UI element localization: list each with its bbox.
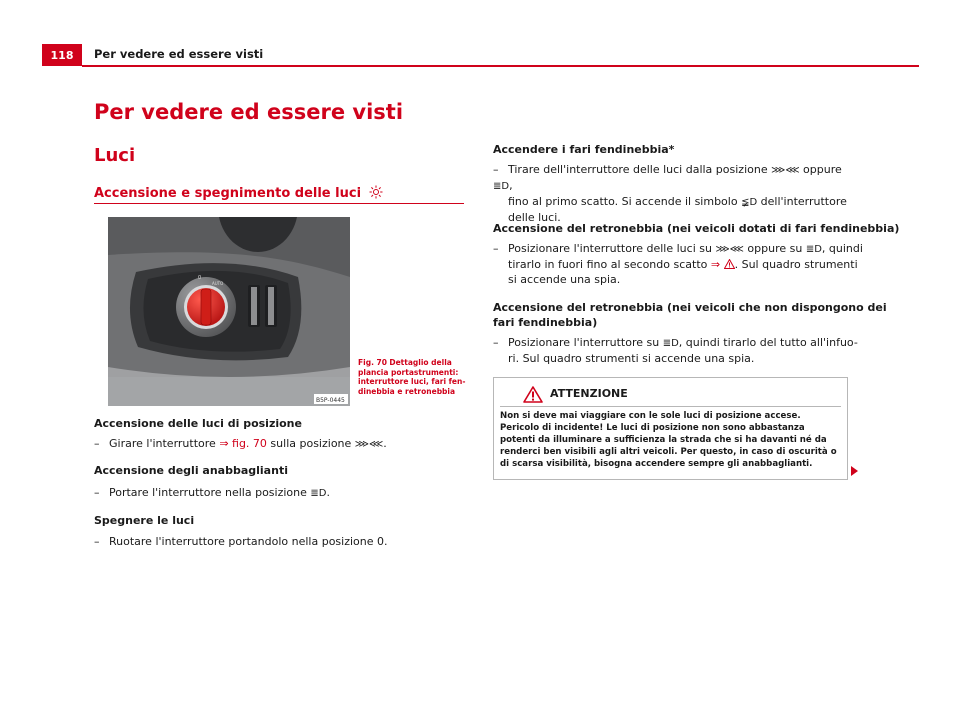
step-text: ri. Sul quadro strumenti si accende una spia.: [508, 352, 755, 365]
step-text: Tirare dell'interruttore delle luci dalla posizione: [508, 163, 772, 176]
subsection-title-text: Accensione e spegnimento delle luci: [94, 186, 362, 201]
warning-header: [494, 378, 847, 406]
rear-fog-no-fog-heading: [493, 300, 887, 330]
list-dash: –: [493, 163, 499, 176]
step-text: si accende una spia.: [508, 273, 621, 286]
step-text: , quindi tirarlo del tutto all'infuo-: [678, 336, 858, 349]
step-text: ,: [509, 179, 513, 192]
step-text: oppure: [799, 163, 842, 176]
step-text: Posizionare l'interruttore delle luci su: [508, 242, 716, 255]
warning-triangle-icon: [523, 386, 543, 403]
step-text: sulla posizione: [266, 437, 355, 450]
continue-arrow-icon: [851, 466, 858, 476]
chapter-title: Per vedere ed essere visti: [94, 100, 404, 124]
sun-icon: [369, 185, 383, 199]
rear-fog-no-fog-step: [493, 335, 863, 366]
low-beam-symbol-icon: ≣D: [805, 244, 822, 255]
low-beam-symbol-icon: ≣D: [662, 338, 679, 349]
step-text: tirarlo in fuori fino al secondo scatto: [508, 258, 711, 271]
parking-light-symbol-icon: ⋙⋘: [771, 165, 800, 176]
subsection-rule: [94, 203, 464, 204]
warning-reference-link[interactable]: ⇒: [710, 258, 724, 271]
parking-light-symbol-icon: ⋙⋘: [715, 244, 744, 255]
position-lights-heading: Accensione delle luci di posizione: [94, 417, 302, 430]
heading-line: Accensione del retronebbia (nei veicoli che non dispongono dei: [493, 301, 887, 314]
step-text: .: [326, 486, 330, 499]
fog-light-symbol-icon: ≨D: [741, 197, 758, 208]
step-text: delle luci.: [508, 211, 561, 224]
figure-code: B5P-0445: [316, 397, 345, 404]
step-text: dell'interruttore: [757, 195, 847, 208]
fog-lights-heading: Accendere i fari fendinebbia*: [493, 143, 675, 156]
position-lights-step: [94, 436, 387, 452]
figure-caption-label: Fig. 70: [358, 358, 387, 367]
subsection-title: [94, 185, 383, 201]
list-dash: –: [94, 535, 100, 548]
warning-text: Non si deve mai viaggiare con le sole luci di posizione accese. Pericolo di incidente! Le luci di posizione non sono abbastanza potenti da illuminare a sufficienza la strada che si ha davanti né da renderci ben visibili agli altri veicoli. Per questo, in caso di oscurità o di scarsa visibilità, bisogna accendere sempre gli anabbaglianti.: [500, 411, 837, 469]
step-text: . Sul quadro strumenti: [734, 258, 858, 271]
warning-box: [493, 377, 848, 480]
rear-fog-heading: Accensione del retronebbia (nei veicoli dotati di fari fendinebbia): [493, 222, 900, 235]
figure-caption: [358, 358, 466, 396]
low-beam-step: [94, 485, 330, 501]
step-text: .: [383, 437, 387, 450]
dashboard-light-switch-photo: [108, 217, 350, 406]
step-text: , quindi: [821, 242, 863, 255]
step-text: Posizionare l'interruttore su: [508, 336, 663, 349]
knob-label-auto: AUTO: [212, 281, 224, 286]
figure-reference-link[interactable]: ⇒ fig. 70: [219, 437, 267, 450]
rear-fog-step: [493, 241, 863, 287]
running-title: Per vedere ed essere visti: [94, 47, 264, 61]
warning-title: ATTENZIONE: [550, 387, 628, 400]
low-beam-symbol-icon: ≣D: [310, 488, 327, 499]
page-number: 118: [42, 44, 82, 66]
lights-off-heading: Spegnere le luci: [94, 514, 195, 527]
warning-triangle-icon[interactable]: [724, 259, 735, 269]
fog-lights-step: [493, 162, 863, 225]
warning-divider: [500, 406, 841, 407]
figure-caption-text: Dettaglio della plancia portastrumenti: interruttore luci, fari fen-dinebbia e retronebbia: [358, 358, 466, 396]
low-beam-heading: Accensione degli anabbaglianti: [94, 464, 288, 477]
section-title: Luci: [94, 145, 136, 166]
header-rule: [82, 65, 919, 67]
low-beam-symbol-icon: ≣D: [493, 181, 510, 192]
step-text: Portare l'interruttore nella posizione: [109, 486, 311, 499]
light-switch-illustration: [108, 217, 350, 406]
step-text: Girare l'interruttore: [109, 437, 220, 450]
knob-label-zero: 0: [198, 275, 202, 281]
heading-line: fari fendinebbia): [493, 316, 598, 329]
lights-off-step: [94, 534, 388, 549]
step-text: fino al primo scatto. Si accende il simbolo: [508, 195, 742, 208]
list-dash: –: [94, 437, 100, 450]
list-dash: –: [493, 336, 499, 349]
list-dash: –: [94, 486, 100, 499]
parking-light-symbol-icon: ⋙⋘: [354, 439, 384, 450]
step-text: Ruotare l'interruttore portandolo nella posizione 0.: [109, 535, 388, 548]
step-text: oppure su: [743, 242, 806, 255]
list-dash: –: [493, 242, 499, 255]
